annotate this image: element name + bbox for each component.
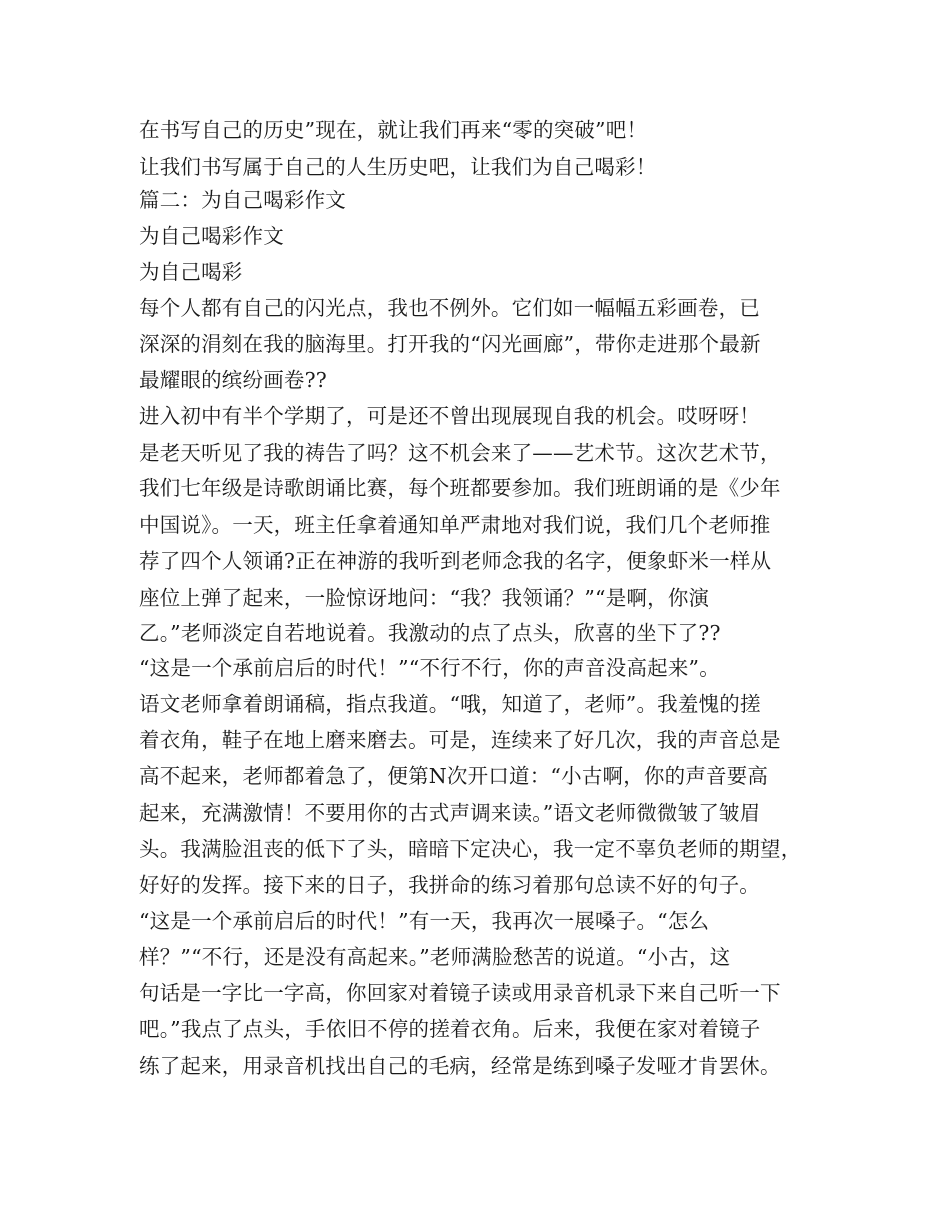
- text-line: 头。我满脸沮丧的低下了头，暗暗下定决心，我一定不辜负老师的期望，: [139, 837, 802, 861]
- text-line: 最耀眼的缤纷画卷??: [139, 368, 327, 392]
- text-line: 着衣角，鞋子在地上磨来磨去。可是，连续来了好几次，我的声音总是: [139, 728, 781, 752]
- text-line: 练了起来，用录音机找出自己的毛病，经常是练到嗓子发哑才肯罢休。: [139, 1054, 781, 1078]
- text-line: 让我们书写属于自己的人生历史吧，让我们为自己喝彩！: [139, 155, 657, 179]
- text-line: 是老天听见了我的祷告了吗？这不机会来了——艺术节。这次艺术节，: [139, 441, 781, 465]
- text-line: 中国说》。一天，班主任拿着通知单严肃地对我们说，我们几个老师推: [139, 513, 771, 537]
- text-line: 语文老师拿着朗诵稿，指点我道。“哦，知道了，老师”。我羞愧的搓: [139, 692, 761, 716]
- text-line: “这是一个承前启后的时代！”有一天，我再次一展嗓子。“怎么: [139, 909, 710, 933]
- text-line: 句话是一字比一字高，你回家对着镜子读或用录音机录下来自己听一下: [139, 981, 781, 1005]
- text-line: 每个人都有自己的闪光点，我也不例外。它们如一幅幅五彩画卷，已: [139, 296, 760, 320]
- article-title: 为自己喝彩作文: [139, 224, 284, 248]
- text-line: 进入初中有半个学期了，可是还不曾出现展现自我的机会。哎呀呀！: [139, 404, 760, 428]
- text-line: 高不起来，老师都着急了，便第N次开口道：“小古啊，你的声音要高: [139, 764, 769, 788]
- text-line: 深深的涓刻在我的脑海里。打开我的“闪光画廊”，带你走进那个最新: [139, 332, 761, 356]
- text-line: 座位上弹了起来，一脸惊讶地问：“我？我领诵？”“是啊，你演: [139, 586, 710, 610]
- text-line: 样？”“不行，还是没有高起来。”老师满脸愁苦的说道。“小古，这: [139, 945, 731, 969]
- text-line: 在书写自己的历史”现在，就让我们再来“零的突破”吧！: [139, 118, 648, 142]
- text-line: 吧。”我点了点头，手依旧不停的搓着衣角。后来，我便在家对着镜子: [139, 1017, 761, 1041]
- article-subtitle: 为自己喝彩: [139, 260, 243, 284]
- text-line: 我们七年级是诗歌朗诵比赛，每个班都要参加。我们班朗诵的是《少年: [139, 476, 781, 500]
- text-line: 乙。”老师淡定自若地说着。我激动的点了点头，欣喜的坐下了??: [139, 621, 721, 645]
- text-line: “这是一个承前启后的时代！”“不行不行，你的声音没高起来”。: [139, 656, 720, 680]
- section-heading: 篇二：为自己喝彩作文: [139, 188, 346, 212]
- text-line: 好好的发挥。接下来的日子，我拼命的练习着那句总读不好的句子。: [139, 873, 760, 897]
- text-line: 荐了四个人领诵?正在神游的我听到老师念我的名字，便象虾米一样从: [139, 549, 772, 573]
- text-line: 起来，充满激情！不要用你的古式声调来读。”语文老师微微皱了皱眉: [139, 801, 761, 825]
